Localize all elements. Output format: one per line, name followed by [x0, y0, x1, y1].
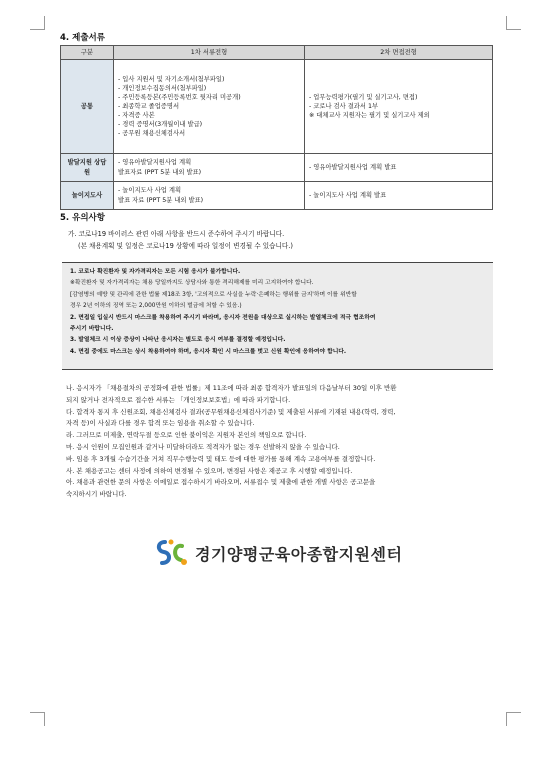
list-item: - 영유아발달지원사업 계획: [118, 159, 192, 167]
list-item: - 개인정보수집동의서(첨부파일): [118, 84, 207, 92]
crop-mark: [30, 712, 44, 713]
crop-mark: [44, 16, 45, 30]
stage2-list: [305, 60, 493, 154]
table-row: [61, 182, 493, 210]
intro-line: (본 채용계획 및 일정은 코로나19 상황에 따라 일정이 변경될 수 있습니다.): [78, 242, 293, 250]
intro-line: 가. 코로나19 바이러스 관련 아래 사항을 반드시 준수하여 주시기 바랍니다.: [68, 230, 285, 238]
list-item: 나. 응시자가 「채용절차의 공정화에 관한 법률」제 11조에 따라 최종 합격자가 발표일의 다음날부터 30일 이후 반환: [66, 384, 397, 392]
table-row: [61, 60, 493, 154]
crop-mark: [30, 29, 44, 30]
notice-line: 2. 면접일 입실시 반드시 마스크를 착용하여 주시기 바라며, 응시자 전원을 대상으로 실시하는 발열체크에 적극 협조하여: [70, 314, 376, 321]
center-logo-icon: [155, 538, 189, 568]
notice-line: 3. 발열체크 시 이상 증상이 나타난 응시자는 별도로 응시 여부를 결정할 예정입니다.: [70, 337, 286, 344]
stage1-list: [114, 60, 305, 154]
center-logo: [155, 537, 402, 569]
notice-line: 주시기 바랍니다.: [70, 326, 114, 333]
row-category: 공통: [61, 60, 114, 154]
header-stage2: 2차 면접전형: [305, 46, 493, 60]
list-item: - 자격증 사본: [118, 112, 155, 120]
notice-line: ※확진환자 및 자가격리자는 채용 당일까지도 상담사와 통한 격리해제를 미리 고지하여야 합니다.: [70, 280, 314, 287]
list-item: 발표자료 (PPT 5분 내외 발표): [118, 168, 202, 176]
crop-mark: [506, 712, 507, 726]
stage2-list: [305, 154, 493, 182]
stage2-list: [305, 182, 493, 210]
list-item: 아. 채용과 관련한 문의 사항은 이메일로 접수하시기 바라오며, 서류접수 및 제출에 관한 개별 사항은 공고문을: [66, 478, 376, 487]
list-item: 마. 응시 인원이 모집인원과 같거나 미달하더라도 적격자가 없는 경우 선발하지 않을 수 있습니다.: [66, 442, 340, 451]
section-4-title: 4. 제출서류: [60, 33, 105, 43]
list-item: 사. 본 채용공고는 센터 사정에 의하여 변경될 수 있으며, 변경된 사항은 재공고 후 시행할 예정입니다.: [66, 466, 353, 475]
documents-table: [60, 45, 493, 210]
list-item: 바. 임용 후 3개월 수습기간을 거쳐 직무수행능력 및 태도 등에 대한 평가를 통해 계속 고용여부를 결정합니다.: [66, 454, 376, 463]
stage1-list: [114, 182, 305, 210]
list-item: 되지 않거나 전자적으로 접수한 서류는 「개인정보보호법」에 따라 파기합니다.: [66, 395, 291, 404]
list-item: - 영유아발달지원사업 계획 발표: [309, 163, 397, 171]
list-item: - 주민등록등본(주민등록번호 뒷자리 미공개): [118, 93, 241, 101]
list-item: - 최종학교 졸업증명서: [118, 102, 180, 110]
list-item: ※ 대체교사 지원자는 필기 및 실기고사 제외: [309, 112, 430, 120]
list-item: - 경력 증명서(3개월이내 발급): [118, 121, 203, 129]
list-item: - 놀이지도사 사업 계획: [118, 187, 182, 195]
center-name: 경기양평군육아종합지원센터: [195, 544, 403, 564]
notice-line: [감염병의 예방 및 관리에 관한 법률 제18조 3항, '고의적으로 사실을 누락·은폐하는 행위를 금지'하며 이를 위반할: [70, 291, 357, 298]
list-item: - 업무능력평가(필기 및 실기고사, 면접): [309, 93, 418, 101]
section-5-title: 5. 유의사항: [60, 213, 105, 223]
list-item: 라. 그러므로 미제출, 연락두절 등으로 인한 불이익은 지원자 본인의 책임으로 합니다.: [66, 431, 307, 440]
header-category: 구분: [61, 46, 114, 60]
crop-mark: [507, 712, 521, 713]
crop-mark: [507, 29, 521, 30]
crop-mark: [44, 712, 45, 726]
list-item: - 놀이지도사 사업 계획 발표: [309, 191, 387, 199]
list-item: 자격 등)이 사실과 다를 경우 합격 또는 임용을 취소할 수 있습니다.: [66, 419, 255, 428]
row-category: 놀이지도사: [61, 182, 114, 210]
header-stage1: 1차 서류전형: [114, 46, 305, 60]
table-row: [61, 154, 493, 182]
list-item: 다. 합격자 통지 후 신원조회, 채용신체검사 결과(공무원채용신체검사기준) 및 제출된 서류에 기재된 내용(학력, 경력,: [66, 407, 396, 416]
covid-notice-box: [62, 262, 493, 370]
row-category: 발달지원 상담원: [61, 154, 114, 182]
list-item: - 공무원 채용신체검사서: [118, 130, 186, 138]
list-item: - 코로나 검사 결과서 1부: [309, 102, 379, 110]
list-item: 발표 자료 (PPT 5분 내외 발표): [118, 196, 204, 204]
list-item: - 입사 지원서 및 자기소개서(첨부파일): [118, 75, 225, 83]
notice-line: 4. 면접 중에도 마스크는 상시 착용하여야 하며, 응시자 확인 시 마스크를 벗고 신원 확인에 응하여야 합니다.: [70, 348, 347, 355]
list-item: 숙지하시기 바랍니다.: [66, 490, 127, 499]
table-header-row: [61, 46, 493, 60]
notice-line: 경우 2년 이하의 징역 또는 2,000만원 이하의 벌금에 처할 수 있음.): [70, 303, 242, 310]
notes-list: [66, 383, 496, 501]
stage1-list: [114, 154, 305, 182]
notice-line: 1. 코로나 확진환자 및 자가격리자는 모든 시험 응시가 불가합니다.: [70, 269, 241, 275]
crop-mark: [506, 16, 507, 30]
